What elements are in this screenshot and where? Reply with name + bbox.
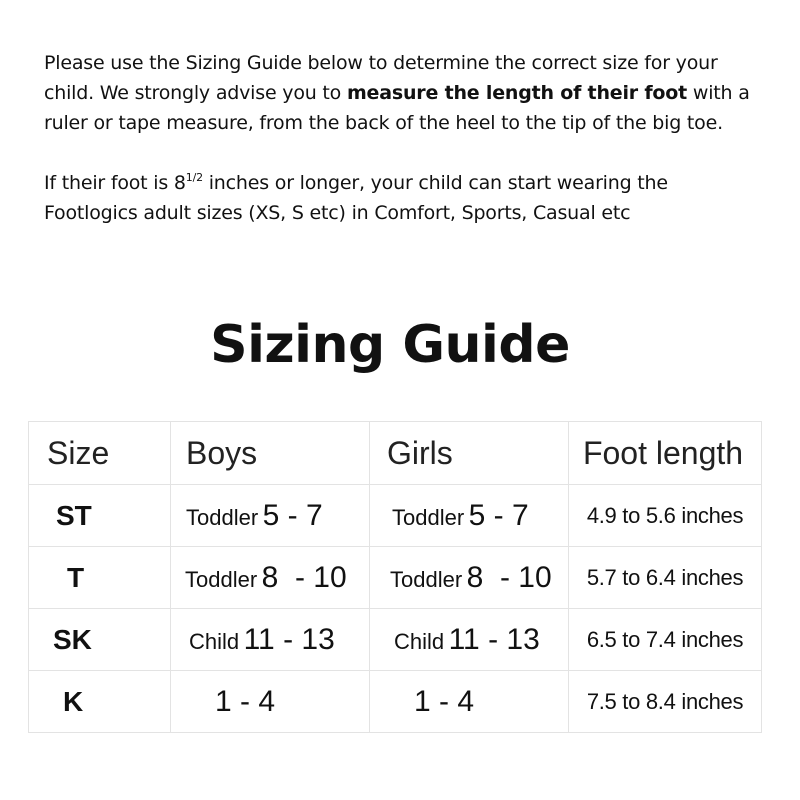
size-range: 5 - 7 bbox=[468, 498, 529, 532]
foot-length-cell: 6.5 to 7.4 inches bbox=[569, 609, 762, 671]
intro-text-2a: If their foot is 8 bbox=[44, 172, 186, 194]
header-foot-length: Foot length bbox=[569, 422, 762, 485]
table-row bbox=[29, 609, 762, 671]
foot-length-cell: 5.7 to 6.4 inches bbox=[569, 547, 762, 609]
foot-length-cell: 7.5 to 8.4 inches bbox=[569, 671, 762, 733]
age-group-label: Toddler bbox=[186, 504, 259, 530]
age-group-label: Toddler bbox=[392, 504, 465, 530]
size-range: 11 - 13 bbox=[448, 622, 540, 656]
age-group-label: Child bbox=[394, 628, 445, 654]
girls-cell bbox=[370, 609, 569, 671]
girls-cell bbox=[370, 671, 569, 733]
sizing-table bbox=[28, 421, 762, 733]
intro-text-1a: Please use the Sizing Guide below to determine the correct size for your child. We strongly advise you to bbox=[44, 52, 718, 104]
size-range: 5 - 7 bbox=[262, 498, 323, 532]
header-size: Size bbox=[29, 422, 171, 485]
size-range: 8 - 10 bbox=[261, 560, 347, 594]
table-row bbox=[29, 485, 762, 547]
size-code: K bbox=[29, 671, 171, 733]
table-header-row bbox=[29, 422, 762, 485]
age-group-label: Toddler bbox=[185, 566, 258, 592]
intro-emphasis: measure the length of their foot bbox=[346, 82, 688, 104]
girls-cell bbox=[370, 547, 569, 609]
size-range: 11 - 13 bbox=[243, 622, 335, 656]
intro-text-1b: with a ruler or tape measure, from the back of the heel to the tip of the big toe. bbox=[44, 82, 750, 134]
table-row bbox=[29, 671, 762, 733]
age-group-label: Child bbox=[189, 628, 240, 654]
header-girls: Girls bbox=[370, 422, 569, 485]
size-code: ST bbox=[29, 485, 171, 547]
intro-paragraph-2 bbox=[44, 168, 764, 228]
boys-cell bbox=[171, 609, 370, 671]
size-range: 1 - 4 bbox=[414, 684, 475, 718]
page-title: Sizing Guide bbox=[210, 315, 570, 375]
age-group-label: Toddler bbox=[390, 566, 463, 592]
intro-text bbox=[44, 48, 764, 228]
intro-paragraph-1 bbox=[44, 48, 764, 138]
size-code: T bbox=[29, 547, 171, 609]
intro-fraction: 1/2 bbox=[185, 170, 203, 184]
table-row bbox=[29, 547, 762, 609]
size-range: 8 - 10 bbox=[466, 560, 552, 594]
boys-cell bbox=[171, 547, 370, 609]
girls-cell bbox=[370, 485, 569, 547]
size-code: SK bbox=[29, 609, 171, 671]
foot-length-cell: 4.9 to 5.6 inches bbox=[569, 485, 762, 547]
boys-cell bbox=[171, 485, 370, 547]
size-range: 1 - 4 bbox=[215, 684, 276, 718]
boys-cell bbox=[171, 671, 370, 733]
intro-text-2b: inches or longer, your child can start wearing the Footlogics adult sizes (XS, S etc) in Comfort, Sports, Casual etc bbox=[44, 172, 668, 224]
header-boys: Boys bbox=[171, 422, 370, 485]
